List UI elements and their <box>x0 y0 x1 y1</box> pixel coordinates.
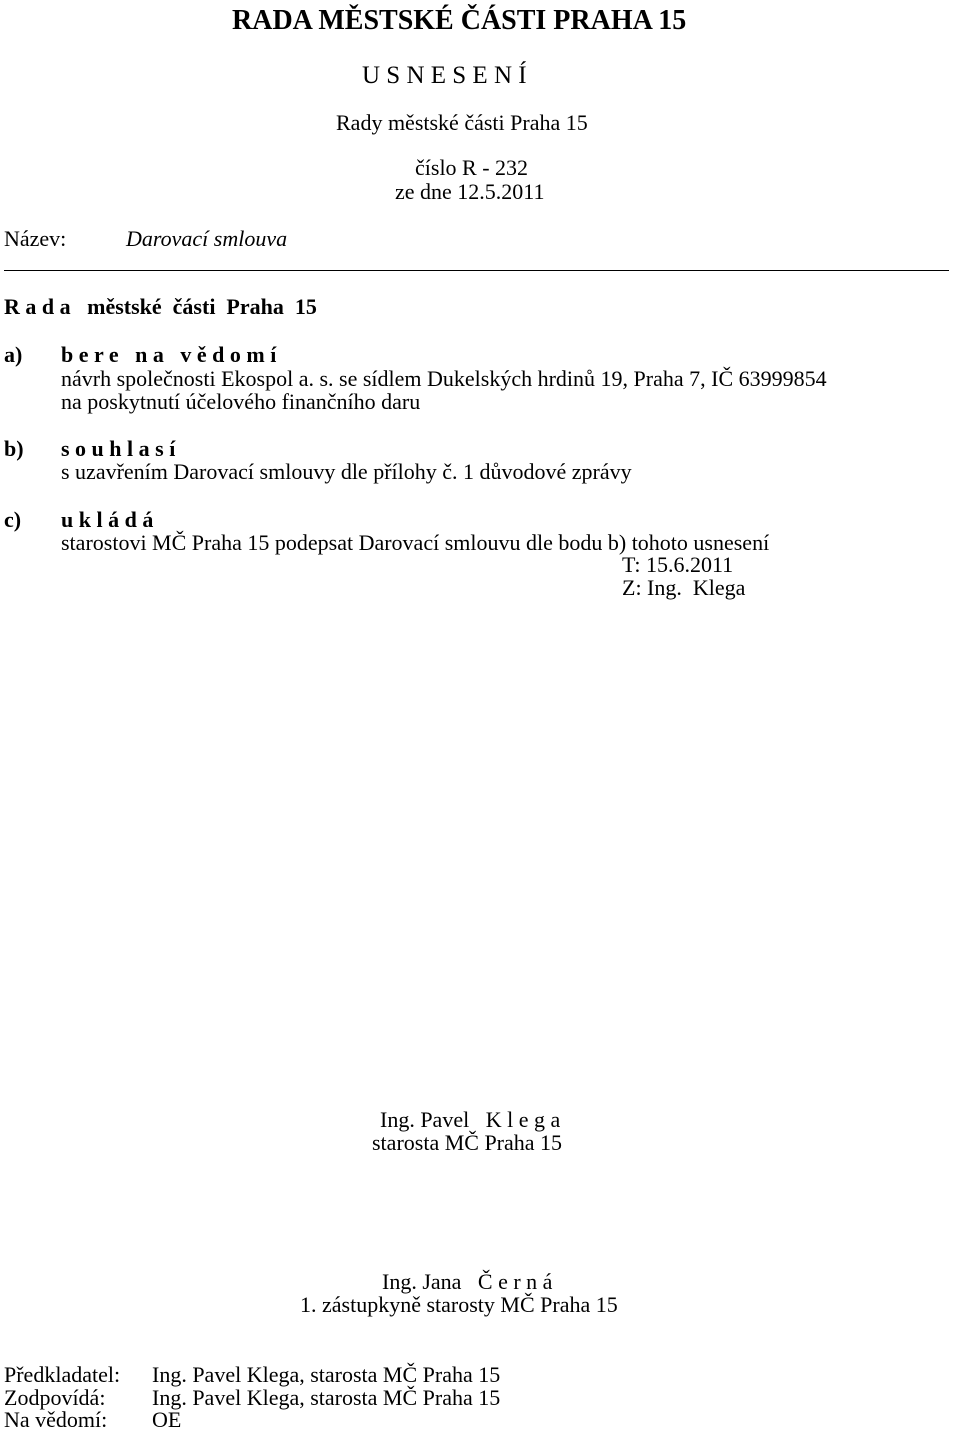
item-c-verb: u k l á d á <box>61 507 154 532</box>
subject-value: Darovací smlouva <box>126 226 288 251</box>
item-c-deadline: T: 15.6.2011 <box>622 552 734 577</box>
item-a-line-1: návrh společnosti Ekospol a. s. se sídlem Dukelských hrdinů 19, Praha 7, IČ 63999854 <box>61 366 827 391</box>
document-type: U S N E S E N Í <box>362 62 527 89</box>
item-a-verb: b e r e n a v ě d o m í <box>61 342 277 367</box>
subject-label: Název: <box>4 226 67 251</box>
signature-2-name: Ing. Jana Č e r n á <box>382 1269 553 1294</box>
resolution-date: ze dne 12.5.2011 <box>395 179 545 204</box>
signature-2-role: 1. zástupkyně starosty MČ Praha 15 <box>300 1292 618 1317</box>
footer-submitter-value: Ing. Pavel Klega, starosta MČ Praha 15 <box>152 1362 501 1387</box>
council-heading: R a d a městské části Praha 15 <box>4 294 317 319</box>
item-c-line-1: starostovi MČ Praha 15 podepsat Darovací smlouvu dle bodu b) tohoto usnesení <box>61 530 770 555</box>
council-title: RADA MĚSTSKÉ ČÁSTI PRAHA 15 <box>232 5 687 36</box>
item-c-responsible: Z: Ing. Klega <box>622 575 746 600</box>
item-c-marker: c) <box>4 507 22 532</box>
footer-cc-label: Na vědomí: <box>4 1407 108 1432</box>
item-a-marker: a) <box>4 342 23 367</box>
item-b-verb: s o u h l a s í <box>61 436 176 461</box>
footer-responsible-label: Zodpovídá: <box>4 1385 106 1410</box>
item-b-line-1: s uzavřením Darovací smlouvy dle přílohy č. 1 důvodové zprávy <box>61 459 632 484</box>
issuer: Rady městské části Praha 15 <box>336 110 588 135</box>
header-divider <box>4 270 949 271</box>
footer-cc-value: OE <box>152 1407 182 1432</box>
item-a-line-2: na poskytnutí účelového finančního daru <box>61 389 421 414</box>
footer-responsible-value: Ing. Pavel Klega, starosta MČ Praha 15 <box>152 1385 501 1410</box>
item-b-marker: b) <box>4 436 24 461</box>
resolution-number: číslo R - 232 <box>415 155 529 180</box>
signature-1-name: Ing. Pavel K l e g a <box>380 1107 561 1132</box>
footer-submitter-label: Předkladatel: <box>4 1362 121 1387</box>
signature-1-role: starosta MČ Praha 15 <box>372 1130 563 1155</box>
